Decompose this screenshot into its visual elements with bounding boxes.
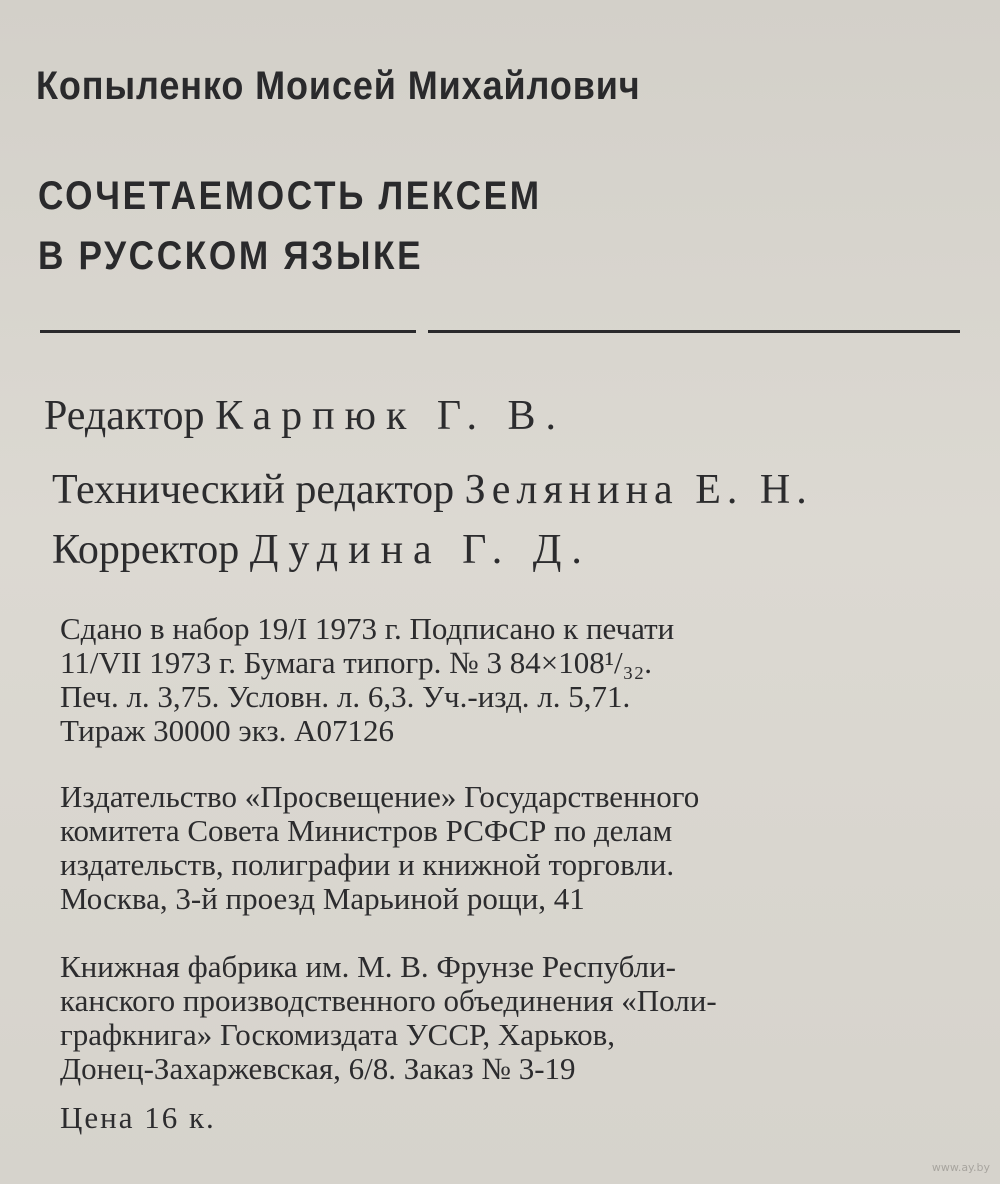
publisher-info: [60, 780, 699, 916]
printer-info: [60, 950, 717, 1086]
credit-role: Корректор: [52, 527, 240, 573]
credit-editor: [44, 392, 566, 440]
print-line: 11/VII 1973 г. Бумага типогр. № 3 84×108¹/₃₂.: [60, 645, 652, 680]
separator-rule-right: [428, 330, 960, 333]
watermark: www.ay.by: [931, 1161, 990, 1174]
credit-proofreader: [52, 526, 592, 574]
printer-line: Донец-Захаржевская, 6/8. Заказ № 3-19: [60, 1051, 576, 1086]
credit-name: Карпюк Г. В.: [215, 393, 566, 439]
publisher-line: Издательство «Просвещение» Государственного: [60, 779, 700, 814]
credit-name: Дудина Г. Д.: [249, 527, 592, 573]
credit-role: Редактор: [44, 393, 205, 439]
print-line: Сдано в набор 19/I 1973 г. Подписано к печати: [60, 611, 675, 646]
price: Цена 16 к.: [60, 1100, 216, 1135]
title-line: СОЧЕТАЕМОСТЬ ЛЕКСЕМ: [38, 174, 542, 218]
printer-line: графкнига» Госкомиздата УССР, Харьков,: [60, 1017, 616, 1052]
credit-role: Технический редактор: [52, 467, 455, 513]
separator-rule-left: [40, 330, 416, 333]
print-line: Печ. л. 3,75. Условн. л. 6,3. Уч.-изд. л. 5,71.: [60, 679, 631, 714]
author-name: Копыленко Моисей Михайлович: [36, 64, 641, 108]
publisher-line: издательств, полиграфии и книжной торговли.: [60, 847, 675, 882]
print-details: [60, 612, 674, 748]
credit-tech-editor: [52, 466, 813, 514]
publisher-line: Москва, 3-й проезд Марьиной рощи, 41: [60, 881, 585, 916]
book-title: [38, 166, 542, 286]
printer-line: канского производственного объединения «Поли-: [60, 983, 717, 1018]
print-line: Тираж 30000 экз. А07126: [60, 713, 395, 748]
credit-name: Зелянина Е. Н.: [464, 467, 813, 513]
title-line: В РУССКОМ ЯЗЫКЕ: [38, 234, 424, 278]
printer-line: Книжная фабрика им. М. В. Фрунзе Республи-: [60, 949, 677, 984]
publisher-line: комитета Совета Министров РСФСР по делам: [60, 813, 673, 848]
